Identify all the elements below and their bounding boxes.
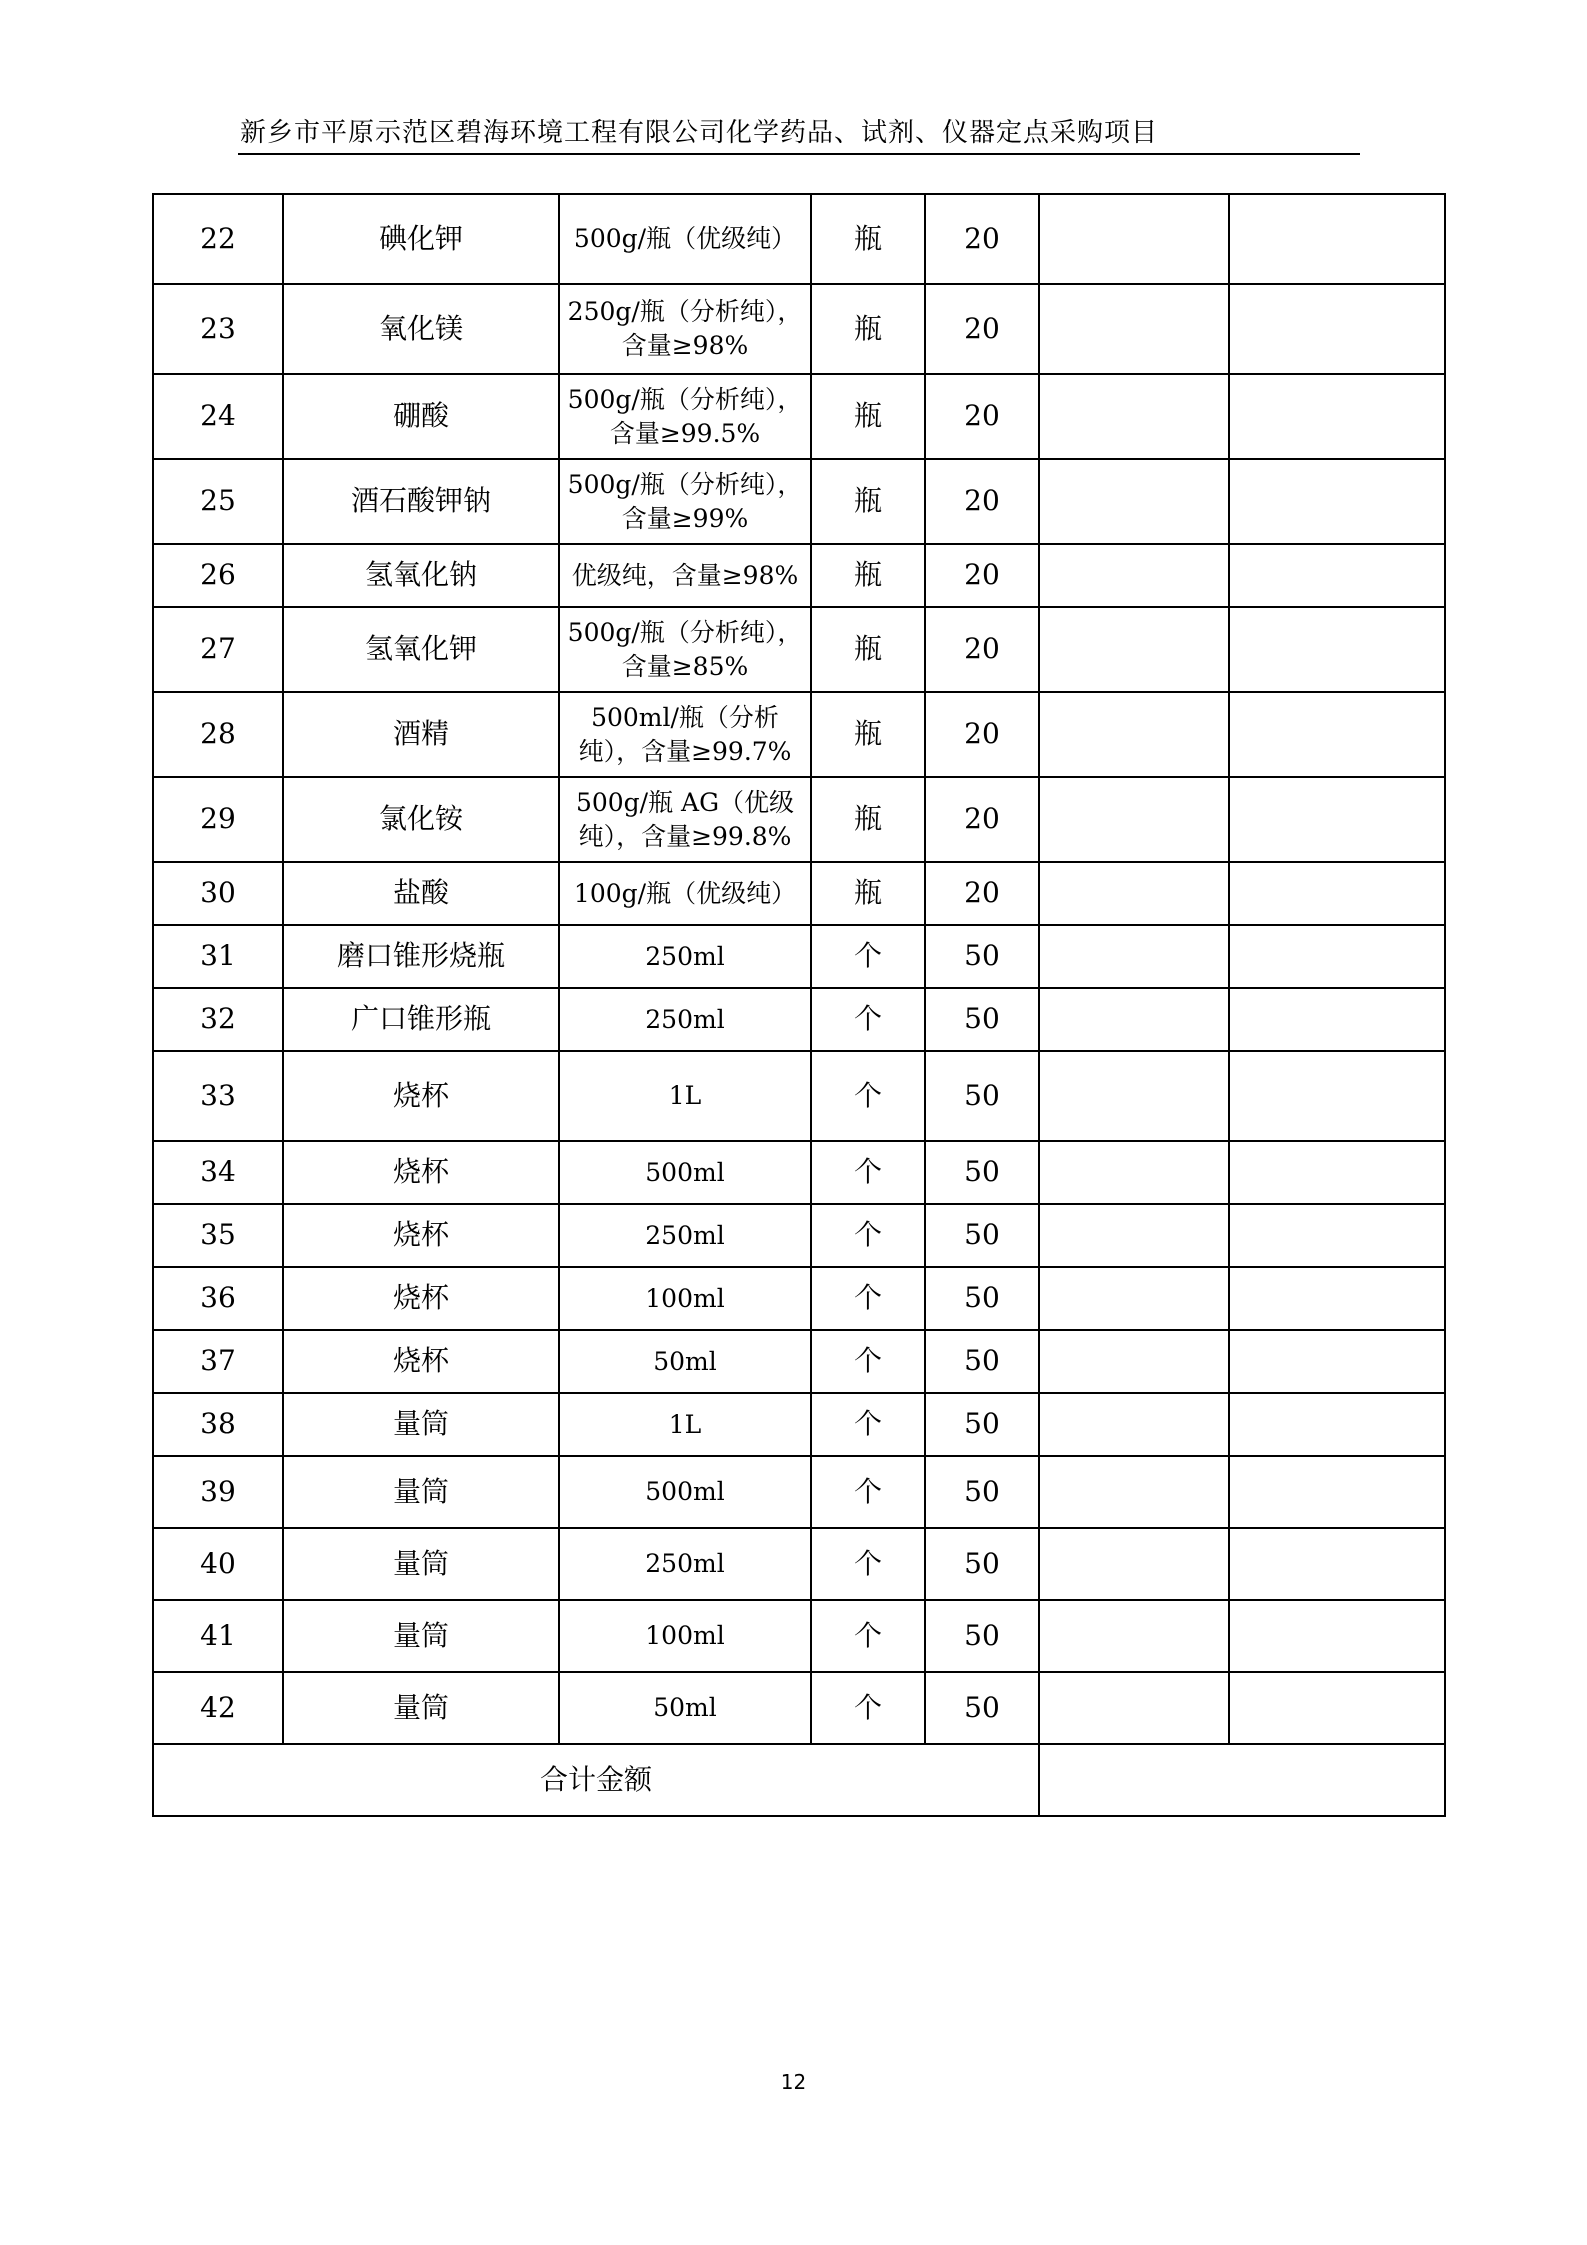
item-name-cell: 量筒 [283,1528,559,1600]
amount-cell [1229,1672,1445,1744]
row-number-cell: 22 [153,194,283,284]
unit-price-cell [1039,1330,1229,1393]
item-spec-cell: 50ml [559,1672,811,1744]
item-spec-cell: 500ml [559,1141,811,1204]
total-label: 合计金额 [153,1744,1039,1816]
item-name-cell: 碘化钾 [283,194,559,284]
row-number-cell: 35 [153,1204,283,1267]
unit-cell: 瓶 [811,544,925,607]
unit-cell: 个 [811,1051,925,1141]
table-row [153,862,1445,925]
amount-cell [1229,1330,1445,1393]
table-row [153,374,1445,459]
quantity-cell: 50 [925,925,1039,988]
item-spec-cell: 500g/瓶（优级纯） [559,194,811,284]
table-row [153,1600,1445,1672]
item-spec-cell: 500g/瓶 AG（优级纯），含量≥99.8% [559,777,811,862]
table-body [153,194,1445,1816]
row-number-cell: 30 [153,862,283,925]
amount-cell [1229,1393,1445,1456]
row-number-cell: 25 [153,459,283,544]
unit-price-cell [1039,988,1229,1051]
unit-cell: 瓶 [811,194,925,284]
amount-cell [1229,777,1445,862]
amount-cell [1229,692,1445,777]
item-name-cell: 量筒 [283,1456,559,1528]
item-spec-cell: 1L [559,1393,811,1456]
unit-cell: 个 [811,1393,925,1456]
row-number-cell: 36 [153,1267,283,1330]
item-spec-cell: 100g/瓶（优级纯） [559,862,811,925]
quantity-cell: 20 [925,544,1039,607]
row-number-cell: 26 [153,544,283,607]
unit-cell: 个 [811,1267,925,1330]
item-spec-cell: 500g/瓶（分析纯），含量≥99% [559,459,811,544]
unit-price-cell [1039,1528,1229,1600]
unit-price-cell [1039,1600,1229,1672]
unit-price-cell [1039,1672,1229,1744]
quantity-cell: 50 [925,1672,1039,1744]
amount-cell [1229,544,1445,607]
item-spec-cell: 500ml [559,1456,811,1528]
unit-cell: 个 [811,1141,925,1204]
quantity-cell: 20 [925,459,1039,544]
amount-cell [1229,459,1445,544]
unit-price-cell [1039,607,1229,692]
unit-cell: 瓶 [811,862,925,925]
table-row [153,988,1445,1051]
table-row [153,194,1445,284]
item-spec-cell: 500g/瓶（分析纯），含量≥85% [559,607,811,692]
unit-cell: 个 [811,1672,925,1744]
unit-cell: 个 [811,1330,925,1393]
item-spec-cell: 250ml [559,988,811,1051]
item-spec-cell: 优级纯，含量≥98% [559,544,811,607]
item-name-cell: 盐酸 [283,862,559,925]
row-number-cell: 34 [153,1141,283,1204]
procurement-table [152,193,1446,1817]
unit-price-cell [1039,284,1229,374]
item-spec-cell: 1L [559,1051,811,1141]
unit-price-cell [1039,777,1229,862]
row-number-cell: 41 [153,1600,283,1672]
item-name-cell: 酒精 [283,692,559,777]
total-row [153,1744,1445,1816]
item-spec-cell: 100ml [559,1267,811,1330]
quantity-cell: 50 [925,1393,1039,1456]
table-row [153,1330,1445,1393]
item-name-cell: 氢氧化钾 [283,607,559,692]
item-spec-cell: 50ml [559,1330,811,1393]
row-number-cell: 39 [153,1456,283,1528]
item-name-cell: 氯化铵 [283,777,559,862]
item-name-cell: 氧化镁 [283,284,559,374]
item-name-cell: 烧杯 [283,1204,559,1267]
table-row [153,607,1445,692]
row-number-cell: 38 [153,1393,283,1456]
quantity-cell: 50 [925,988,1039,1051]
item-name-cell: 磨口锥形烧瓶 [283,925,559,988]
unit-cell: 瓶 [811,284,925,374]
quantity-cell: 50 [925,1267,1039,1330]
table-row [153,1456,1445,1528]
quantity-cell: 50 [925,1141,1039,1204]
unit-cell: 个 [811,1600,925,1672]
table-row [153,1267,1445,1330]
amount-cell [1229,1600,1445,1672]
item-spec-cell: 500g/瓶（分析纯），含量≥99.5% [559,374,811,459]
amount-cell [1229,862,1445,925]
quantity-cell: 20 [925,777,1039,862]
item-name-cell: 烧杯 [283,1267,559,1330]
unit-price-cell [1039,692,1229,777]
quantity-cell: 20 [925,194,1039,284]
document-header: 新乡市平原示范区碧海环境工程有限公司化学药品、试剂、仪器定点采购项目 [240,118,1159,148]
unit-price-cell [1039,1456,1229,1528]
row-number-cell: 27 [153,607,283,692]
table-row [153,1141,1445,1204]
item-spec-cell: 100ml [559,1600,811,1672]
amount-cell [1229,1528,1445,1600]
quantity-cell: 20 [925,862,1039,925]
table-row [153,284,1445,374]
amount-cell [1229,194,1445,284]
item-spec-cell: 500ml/瓶（分析纯），含量≥99.7% [559,692,811,777]
table-row [153,692,1445,777]
header-rule [238,153,1360,155]
item-spec-cell: 250ml [559,1204,811,1267]
item-spec-cell: 250ml [559,925,811,988]
unit-price-cell [1039,862,1229,925]
amount-cell [1229,1267,1445,1330]
unit-cell: 个 [811,1528,925,1600]
unit-cell: 瓶 [811,374,925,459]
item-name-cell: 广口锥形瓶 [283,988,559,1051]
amount-cell [1229,988,1445,1051]
row-number-cell: 31 [153,925,283,988]
row-number-cell: 40 [153,1528,283,1600]
item-spec-cell: 250ml [559,1528,811,1600]
unit-price-cell [1039,544,1229,607]
amount-cell [1229,1051,1445,1141]
unit-price-cell [1039,1051,1229,1141]
unit-price-cell [1039,1267,1229,1330]
item-name-cell: 氢氧化钠 [283,544,559,607]
item-name-cell: 烧杯 [283,1330,559,1393]
unit-cell: 个 [811,925,925,988]
unit-price-cell [1039,1393,1229,1456]
table-row [153,777,1445,862]
unit-cell: 个 [811,1456,925,1528]
table-row [153,1051,1445,1141]
quantity-cell: 20 [925,607,1039,692]
total-value [1039,1744,1445,1816]
item-name-cell: 硼酸 [283,374,559,459]
table-row [153,544,1445,607]
unit-price-cell [1039,194,1229,284]
amount-cell [1229,1456,1445,1528]
quantity-cell: 50 [925,1456,1039,1528]
unit-price-cell [1039,1141,1229,1204]
item-name-cell: 烧杯 [283,1051,559,1141]
quantity-cell: 50 [925,1204,1039,1267]
item-name-cell: 量筒 [283,1600,559,1672]
row-number-cell: 33 [153,1051,283,1141]
quantity-cell: 50 [925,1330,1039,1393]
row-number-cell: 32 [153,988,283,1051]
unit-cell: 个 [811,988,925,1051]
amount-cell [1229,607,1445,692]
quantity-cell: 20 [925,284,1039,374]
table-row [153,1393,1445,1456]
item-spec-cell: 250g/瓶（分析纯），含量≥98% [559,284,811,374]
table-row [153,1672,1445,1744]
table-row [153,925,1445,988]
unit-price-cell [1039,925,1229,988]
row-number-cell: 37 [153,1330,283,1393]
unit-price-cell [1039,374,1229,459]
amount-cell [1229,284,1445,374]
quantity-cell: 50 [925,1051,1039,1141]
row-number-cell: 28 [153,692,283,777]
row-number-cell: 23 [153,284,283,374]
quantity-cell: 20 [925,374,1039,459]
unit-cell: 个 [811,1204,925,1267]
item-name-cell: 烧杯 [283,1141,559,1204]
row-number-cell: 29 [153,777,283,862]
table-row [153,1204,1445,1267]
unit-cell: 瓶 [811,777,925,862]
item-name-cell: 量筒 [283,1393,559,1456]
table-row [153,459,1445,544]
unit-cell: 瓶 [811,607,925,692]
amount-cell [1229,1141,1445,1204]
quantity-cell: 50 [925,1600,1039,1672]
table-row [153,1528,1445,1600]
quantity-cell: 50 [925,1528,1039,1600]
row-number-cell: 24 [153,374,283,459]
unit-cell: 瓶 [811,459,925,544]
item-name-cell: 量筒 [283,1672,559,1744]
amount-cell [1229,925,1445,988]
item-name-cell: 酒石酸钾钠 [283,459,559,544]
page-number: 12 [780,2070,807,2094]
amount-cell [1229,374,1445,459]
unit-cell: 瓶 [811,692,925,777]
amount-cell [1229,1204,1445,1267]
unit-price-cell [1039,1204,1229,1267]
unit-price-cell [1039,459,1229,544]
row-number-cell: 42 [153,1672,283,1744]
quantity-cell: 20 [925,692,1039,777]
